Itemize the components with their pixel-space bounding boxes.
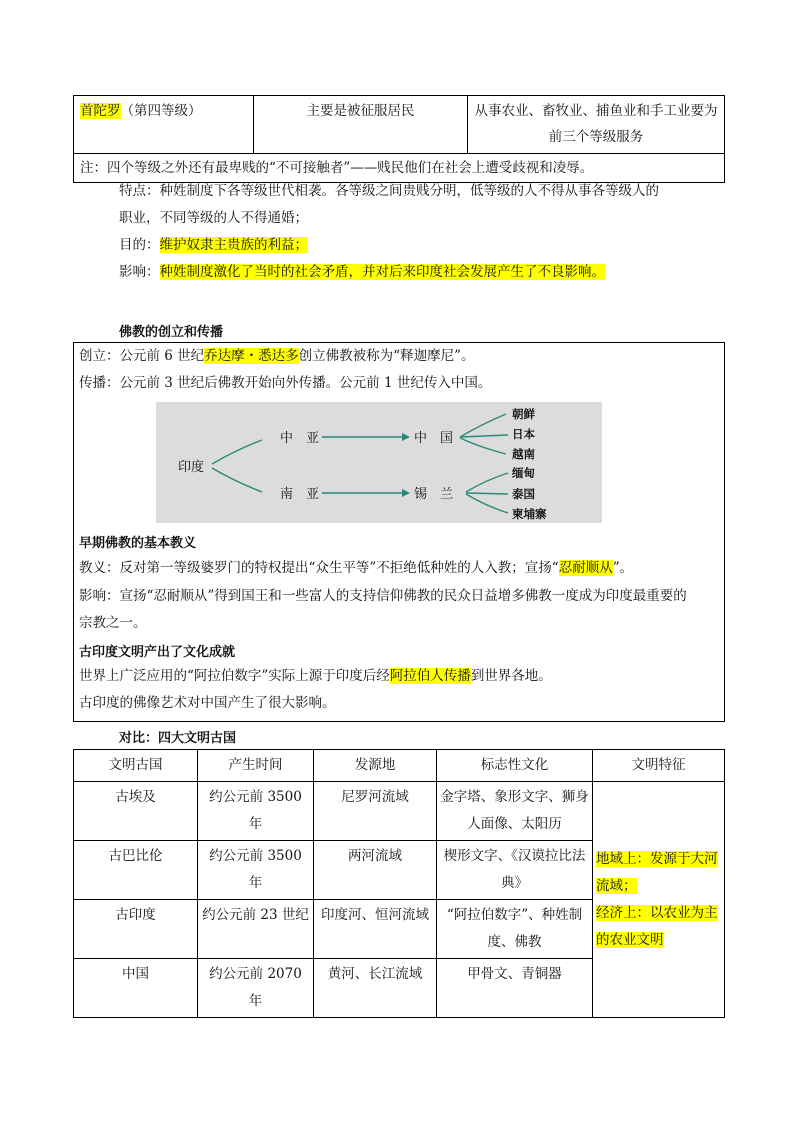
teachings-prefix: 教义：反对第一等级婆罗门的特权提出“众生平等”不拒绝低种姓的人入教；宣扬“ xyxy=(79,560,559,576)
dest-cambodia: 柬埔寨 xyxy=(512,507,547,521)
numerals-prefix: 世界上广泛应用的“阿拉伯数字”实际上源于印度后经 xyxy=(79,668,390,684)
civilizations-table xyxy=(73,749,725,1018)
civ-name: 古巴比伦 xyxy=(74,841,198,900)
civ-time: 约公元前 3500 年 xyxy=(198,782,314,841)
header-time: 产生时间 xyxy=(198,750,314,782)
dest-thailand: 泰国 xyxy=(512,487,535,501)
influence-line2: 宗教之一。 xyxy=(79,615,147,631)
caste-duties-cell: 从事农业、畜牧业、捕鱼业和手工业要为前三个等级服务 xyxy=(468,96,725,154)
art-line: 古印度的佛像艺术对中国产生了很大影响。 xyxy=(79,695,336,711)
arrowhead-china xyxy=(402,433,410,441)
spread-diagram-svg xyxy=(156,402,602,523)
civ-culture: 甲骨文、青铜器 xyxy=(437,959,593,1018)
founder-name: 乔达摩・悉达多 xyxy=(204,348,299,364)
civ-origin: 印度河、恒河流域 xyxy=(314,900,437,959)
dest-korea: 朝鲜 xyxy=(512,407,535,421)
caste-level: （第四等级） xyxy=(120,103,202,119)
caste-name-cell xyxy=(74,96,254,154)
branch-china-1 xyxy=(460,414,506,437)
comparison-heading: 对比：四大文明古国 xyxy=(119,731,237,746)
civ-name: 古印度 xyxy=(74,900,198,959)
dest-myanmar: 缅甸 xyxy=(512,466,535,480)
caste-features-line1: 特点：种姓制度下各等级世代相袭。各等级之间贵贱分明，低等级的人不得从事各等级人的 xyxy=(119,183,659,199)
feature-econ: 经济上：以农业为主的农业文明 xyxy=(596,904,718,948)
civ-time: 约公元前 2070 年 xyxy=(198,959,314,1018)
branch-india-south xyxy=(212,468,262,492)
purpose-text: 维护奴隶主贵族的利益； xyxy=(159,237,308,253)
caste-purpose xyxy=(119,235,308,255)
influence-line1: 影响：宣扬“忍耐顺从”得到国王和一些富人的支持信仰佛教的民众日益增多佛教一度成为印度最重要的 xyxy=(79,588,687,604)
teachings-highlight: 忍耐顺从 xyxy=(558,560,613,576)
teachings-line xyxy=(79,558,633,578)
numerals-line xyxy=(79,666,552,686)
civ-time: 约公元前 3500 年 xyxy=(198,841,314,900)
civ-name: 古埃及 xyxy=(74,782,198,841)
numerals-highlight: 阿拉伯人传播 xyxy=(389,668,471,684)
civ-culture: 楔形文字、《汉谟拉比法典》 xyxy=(437,841,593,900)
node-india: 印度 xyxy=(178,460,205,475)
civ-name: 中国 xyxy=(74,959,198,1018)
impact-label: 影响： xyxy=(119,264,160,280)
caste-note: 注：四个等级之外还有最卑贱的“不可接触者”——贱民他们在社会上遭受歧视和凌辱。 xyxy=(74,154,725,183)
civ-origin: 黄河、长江流域 xyxy=(314,959,437,1018)
header-origin: 发源地 xyxy=(314,750,437,782)
caste-features-line2: 职业，不同等级的人不得通婚； xyxy=(119,210,308,226)
buddhism-heading: 佛教的创立和传播 xyxy=(119,325,224,340)
arrowhead-srilanka xyxy=(402,489,410,497)
node-china: 中 国 xyxy=(414,431,454,446)
feature-geo: 地域上：发源于大河流域； xyxy=(596,850,718,894)
header-culture: 标志性文化 xyxy=(437,750,593,782)
founding-line xyxy=(79,346,474,366)
teachings-heading: 早期佛教的基本教义 xyxy=(79,536,197,551)
caste-name: 首陀罗 xyxy=(80,103,121,119)
node-sri-lanka: 锡 兰 xyxy=(414,487,454,502)
dest-japan: 日本 xyxy=(512,427,535,441)
branch-srilanka-3 xyxy=(466,494,508,513)
table-row xyxy=(74,782,725,841)
branch-china-2 xyxy=(460,435,508,437)
civ-features-cell xyxy=(593,782,725,1018)
branch-srilanka-2 xyxy=(466,493,508,494)
spread-line: 传播：公元前 3 世纪后佛教开始向外传播。公元前 1 世纪传入中国。 xyxy=(79,375,492,391)
achievements-heading: 古印度文明产出了文化成就 xyxy=(79,645,236,660)
caste-members-cell: 主要是被征服居民 xyxy=(254,96,468,154)
node-south-asia: 南 亚 xyxy=(280,487,320,502)
founding-prefix: 创立：公元前 6 世纪 xyxy=(79,348,205,364)
numerals-suffix: 到世界各地。 xyxy=(470,668,552,684)
branch-china-3 xyxy=(460,438,506,454)
founding-suffix: 创立佛教被称为“释迦摩尼”。 xyxy=(298,348,475,364)
spread-diagram xyxy=(156,402,602,523)
impact-text: 种姓制度激化了当时的社会矛盾，并对后来印度社会发展产生了不良影响。 xyxy=(159,264,605,280)
table-row xyxy=(74,96,725,154)
civ-culture: 金字塔、象形文字、狮身人面像、太阳历 xyxy=(437,782,593,841)
caste-table xyxy=(73,95,725,183)
civ-culture: “阿拉伯数字”、种姓制度、佛教 xyxy=(437,900,593,959)
civ-time: 约公元前 23 世纪 xyxy=(198,900,314,959)
header-civilization: 文明古国 xyxy=(74,750,198,782)
table-header-row xyxy=(74,750,725,782)
branch-srilanka-1 xyxy=(466,473,508,492)
node-central-asia: 中 亚 xyxy=(280,431,320,446)
caste-impact xyxy=(119,262,605,282)
purpose-label: 目的： xyxy=(119,237,160,253)
header-features: 文明特征 xyxy=(593,750,725,782)
civ-origin: 两河流域 xyxy=(314,841,437,900)
dest-vietnam: 越南 xyxy=(512,447,535,461)
table-row xyxy=(74,154,725,183)
teachings-suffix: ”。 xyxy=(612,560,634,576)
branch-india-central xyxy=(212,440,262,464)
civ-origin: 尼罗河流域 xyxy=(314,782,437,841)
buddhism-box xyxy=(73,342,725,722)
